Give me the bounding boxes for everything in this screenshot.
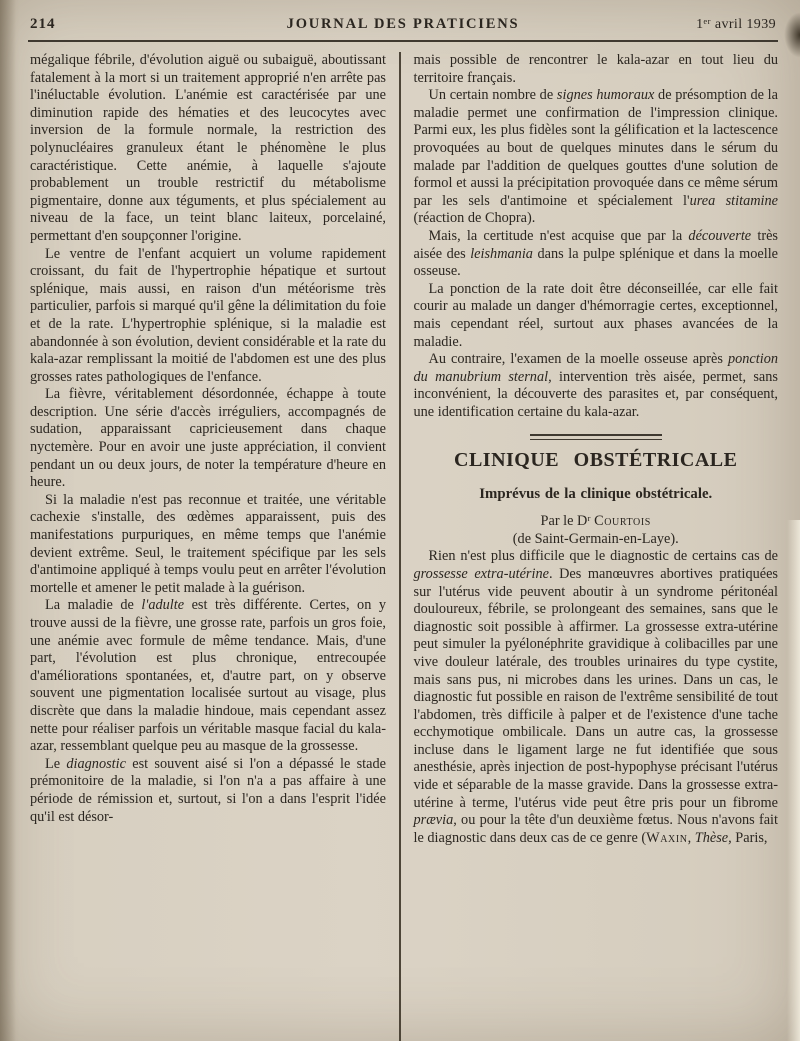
text-columns <box>30 52 778 1041</box>
paragraph <box>414 351 779 421</box>
column-divider <box>399 52 401 1041</box>
paragraph <box>414 228 779 281</box>
paragraph <box>30 756 386 826</box>
smallcaps-text: Waxin <box>646 829 688 846</box>
italic-text: leishmania <box>470 245 533 262</box>
paragraph <box>414 87 779 228</box>
paragraph <box>30 52 386 246</box>
paragraph <box>30 386 386 492</box>
journal-title: JOURNAL DES PRATICIENS <box>286 16 520 32</box>
text-run: La maladie de <box>45 597 142 614</box>
text-run: dans la pulpe splénique et dans la moelle osseuse. <box>413 245 779 280</box>
affiliation <box>414 531 779 549</box>
italic-text: diagnostic <box>66 755 126 772</box>
text-run: Au contraire, l'examen de la moelle osseuse après <box>428 351 728 368</box>
text-run: , ou pour la tête d'un deuxième fœtus. Nous n'avons fait le diagnostic dans deux cas de ce genre ( <box>413 812 778 846</box>
text-run: Mais, la certitude n'est acquise que par la <box>428 227 689 244</box>
text-run: Si la maladie n'est pas reconnue et traitée, une véritable cachexie s'installe, des œdèmes apparaissent, puis des manifestations purpuriques, en même temps que l'anémie devient extrême. Seul, le traitement spécifique par les sels d'antimoine appliqué à temps voulu peut en arrêter l'évolution mortelle et amener le petit malade à la guérison. <box>30 491 386 596</box>
text-run: mégalique fébrile, d'évolution aiguë ou subaiguë, aboutissant fatalement à la mort si un traitement approprié n'en arrête pas l'inéluctable évolution. L'anémie est caractérisée par une diminution rapide des hématies et des leucocytes avec inversion de la formule normale, la restriction des polynucléaires granuleux étant le phénomène le plus caractéristique. Cette anémie, à laquelle s'ajoute probablement un trouble restrictif du métabolisme pigmentaire, donne aux téguments, et plus spécialement au niveau de la face, un teint blanc laiteux, porcelainé, permettant d'en soupçonner l'origine. <box>30 52 386 244</box>
text-run: Imprévus de la clinique obstétricale. <box>479 485 713 502</box>
smallcaps-text: Courtois <box>594 513 651 530</box>
page-number: 214 <box>30 16 56 32</box>
scan-right-light-edge <box>787 520 800 1041</box>
text-run: , <box>687 829 695 846</box>
italic-text: découverte <box>688 227 752 244</box>
paragraph <box>414 548 779 847</box>
paragraph <box>30 492 386 598</box>
text-run: de présomption de la maladie permet une confirmation de l'impression clinique. Parmi eux, les plus fidèles sont la gélification et la lactescence provoquées au bout de quelques minutes dans le sérum du malade par l'addition de quelques gouttes d'une solution de formol et aussi la précipitation provoquée dans ce même sérum par les sels d'antimoine et spécialement l' <box>413 87 778 209</box>
page-header <box>30 16 776 33</box>
text-run: (réaction de Chopra). <box>413 210 536 227</box>
text-run: . Des manœuvres abortives pratiquées sur l'utérus vide peuvent aboutir à un syndrome péritonéal douloureux, fébrile, se prolongeant des semaines, sans que le diagnostic soit possible à affirmer. La grossesse extra-utérine peut simuler la pyélonéphrite gravidique à colibacilles par une vive douleur latérale, des troubles urinaires du type cystite, mais sans pus, ni microbes dans les urines. Dans un cas, le diagnostic fut possible en raison de l'extrême sensibilité de tout l'abdomen, très difficile à palper et de l'existence d'une tache ecchymotique ombilicale. Dans un autre cas, la grossesse incluse dans le ligament large ne fut identifiée que sous anesthésie, après injection de post-hypophyse précisant l'utérus vide et séparable de la masse gravide. Dans la grossesse extra-utérine à terme, l'utérus vide peut être pris pour un fibrome <box>413 565 778 811</box>
paragraph <box>30 597 386 755</box>
text-run: La fièvre, véritablement désordonnée, échappe à toute description. Une série d'accès irréguliers, accompagnés de sudation, apparaissant capricieusement dans chaque nyctemère. Pour en avoir une juste appréciation, il convient pendant un ou deux jours, de noter la température d'heure en heure. <box>30 386 386 491</box>
text-run: Rien n'est plus difficile que le diagnostic de certains cas de <box>428 548 778 565</box>
text-run: très aisée des <box>413 227 778 262</box>
scan-top-right-smudge <box>784 12 800 58</box>
section-separator <box>530 434 662 440</box>
header-rule <box>28 40 778 42</box>
paragraph <box>414 281 779 351</box>
left-column <box>30 52 386 1041</box>
text-run: mais possible de rencontrer le kala-azar en tout lieu du territoire français. <box>413 52 778 86</box>
text-run: intervention très aisée, permet, sans inconvénient, la découverte des parasites et, par conséquent, une identification certaine du kala-azar. <box>413 368 778 420</box>
text-run: Un certain nombre de <box>428 87 557 104</box>
text-run: est souvent aisé si l'on a dépassé le stade prémonitoire de la maladie, si l'on n'a a pas affaire à une période de rémission et, surtout, si l'on a dans l'esprit l'idée qu'il est désor- <box>30 755 386 825</box>
italic-text: l'adulte <box>141 597 185 614</box>
text-run: Le <box>45 755 67 772</box>
italic-text: signes humoraux <box>556 87 655 104</box>
italic-text: grossesse extra-utérine <box>413 565 549 582</box>
italic-text: urea stitamine <box>689 192 779 209</box>
section-heading <box>414 448 779 471</box>
text-run: Le ventre de l'enfant acquiert un volume rapidement croissant, du fait de l'hypertrophie hépatique et surtout splénique, mais aussi, en raison d'un météorisme très particulier, parfois si marqué qu'il gêne la délimitation du foie et de la rate. L'hypertrophie splénique, si la maladie est abandonnée à son évolution, devient considérable et la rate du kala-azar remplissant la moitié de l'abdomen est une des plus grosses rates pathologiques de l'enfance. <box>30 245 386 385</box>
byline <box>414 513 779 531</box>
text-run: Paris, <box>731 829 768 846</box>
paragraph <box>30 246 386 387</box>
italic-text: ponction du manubrium sternal, <box>413 351 778 385</box>
italic-text: prævia <box>413 812 454 829</box>
issue-date: 1ᵉʳ avril 1939 <box>696 17 776 32</box>
right-column <box>414 52 779 1041</box>
text-run: La ponction de la rate doit être déconseillée, car elle fait courir au malade un danger d'hémorragie certes, exceptionnel, mais cependant réel, surtout aux phases avancées de la maladie. <box>413 280 778 350</box>
text-run: (de Saint-Germain-en-Laye). <box>512 530 679 547</box>
scan-left-edge-shadow <box>0 0 16 1041</box>
text-run: est très différente. Certes, on y trouve aussi de la fièvre, une grosse rate, parfois un gros foie, une anémie avec formule de même tendance. Mais, d'une part, l'évolution est plus chronique, entrecoupée d'améliorations spontanées, et, d'autre part, on y observe souvent une pigmentation localisée surtout au visage, plus discrète que dans la maladie hindoue, mais cependant assez nette pour réaliser parfois un véritable masque facial du kala-azar, ressemblant quelque peu au masque de la grossesse. <box>30 597 386 755</box>
article-title <box>414 486 779 504</box>
text-run: Par le Dʳ <box>540 513 595 530</box>
text-run: CLINIQUE OBSTÉTRICALE <box>454 448 738 471</box>
italic-text: Thèse, <box>694 829 732 846</box>
paragraph <box>414 52 779 87</box>
